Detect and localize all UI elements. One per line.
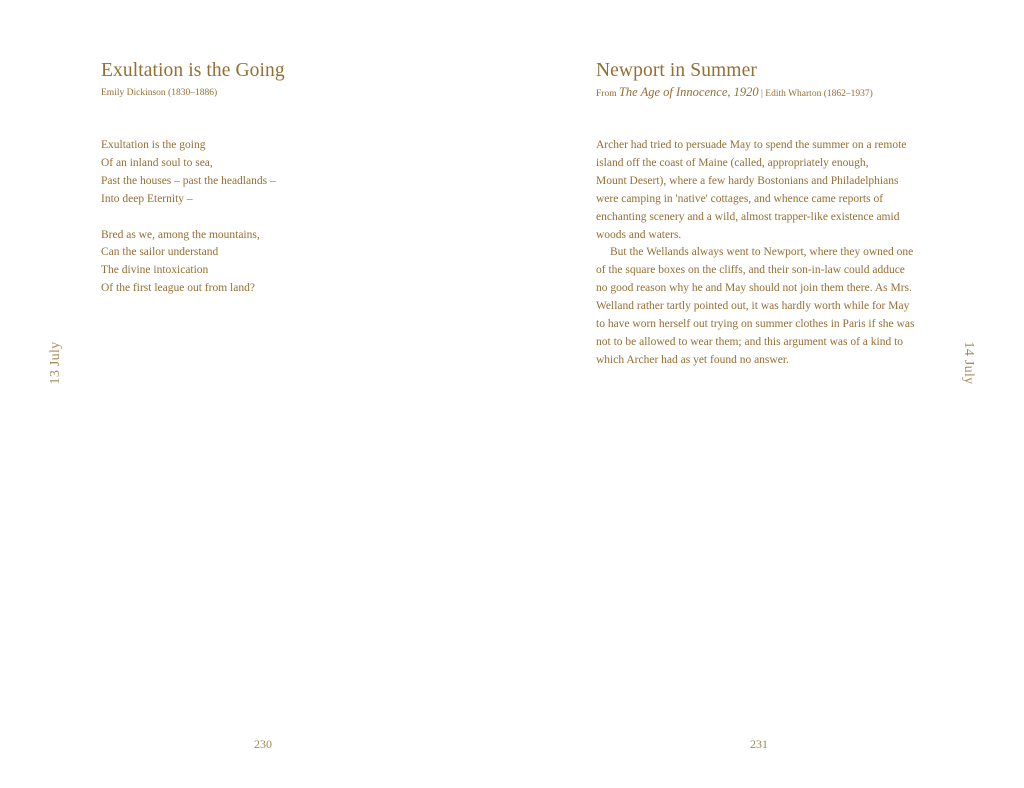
byline-author: | Edith Wharton (1862–1937) xyxy=(758,89,873,99)
excerpt-title: Newport in Summer xyxy=(596,60,757,81)
poem-line: Bred as we, among the mountains, xyxy=(101,228,260,241)
poem-line: The divine intoxication xyxy=(101,264,209,277)
right-page xyxy=(512,0,1024,788)
poem-title: Exultation is the Going xyxy=(101,60,285,81)
excerpt-byline xyxy=(596,85,873,100)
text-line: island off the coast of Maine (called, appropriately enough, xyxy=(596,156,869,169)
text-line: Archer had tried to persuade May to spend the summer on a remote xyxy=(596,139,907,151)
poem-line: Can the sailor understand xyxy=(101,246,219,259)
text-line: no good reason why he and May should not join them there. As Mrs. xyxy=(596,282,912,295)
poem-line: Past the houses – past the headlands – xyxy=(101,174,276,187)
poem-line: Exultation is the going xyxy=(101,139,206,151)
page-number-right: 231 xyxy=(750,737,768,751)
date-tab-left: 13 July xyxy=(48,341,63,385)
text-line: to have worn herself out trying on summer clothes in Paris if she was xyxy=(596,318,915,331)
excerpt-body xyxy=(596,137,926,370)
byline-prefix: From xyxy=(596,89,619,99)
text-line: were camping in 'native' cottages, and whence came reports of xyxy=(596,192,884,205)
excerpt-paragraph-1 xyxy=(596,137,926,244)
byline-work-title: The Age of Innocence, 1920 xyxy=(618,85,759,99)
text-line: not to be allowed to wear them; and this argument was of a kind to xyxy=(596,335,904,348)
poem-line: Of the first league out from land? xyxy=(101,282,255,295)
date-tab-right: 14 July xyxy=(961,341,976,385)
text-line: Welland rather tartly pointed out, it was hardly worth while for May xyxy=(596,300,910,313)
poem-stanza-1 xyxy=(101,137,276,209)
text-line: woods and waters. xyxy=(596,228,682,241)
text-line: But the Wellands always went to Newport, where they owned one xyxy=(610,246,914,259)
page-number-left: 230 xyxy=(254,737,272,751)
poem-line: Of an inland soul to sea, xyxy=(101,156,213,169)
text-line: which Archer had as yet found no answer. xyxy=(596,353,789,366)
poem-line: Into deep Eternity – xyxy=(101,192,193,205)
text-line: of the square boxes on the cliffs, and their son-in-law could adduce xyxy=(596,264,905,277)
poem-stanza-2 xyxy=(101,227,276,299)
poem-byline: Emily Dickinson (1830–1886) xyxy=(101,88,218,98)
text-line: enchanting scenery and a wild, almost trapper-like existence amid xyxy=(596,210,900,223)
text-line: Mount Desert), where a few hardy Bostonians and Philadelphians xyxy=(596,174,899,187)
excerpt-paragraph-2 xyxy=(596,244,926,369)
poem-body xyxy=(101,137,276,316)
